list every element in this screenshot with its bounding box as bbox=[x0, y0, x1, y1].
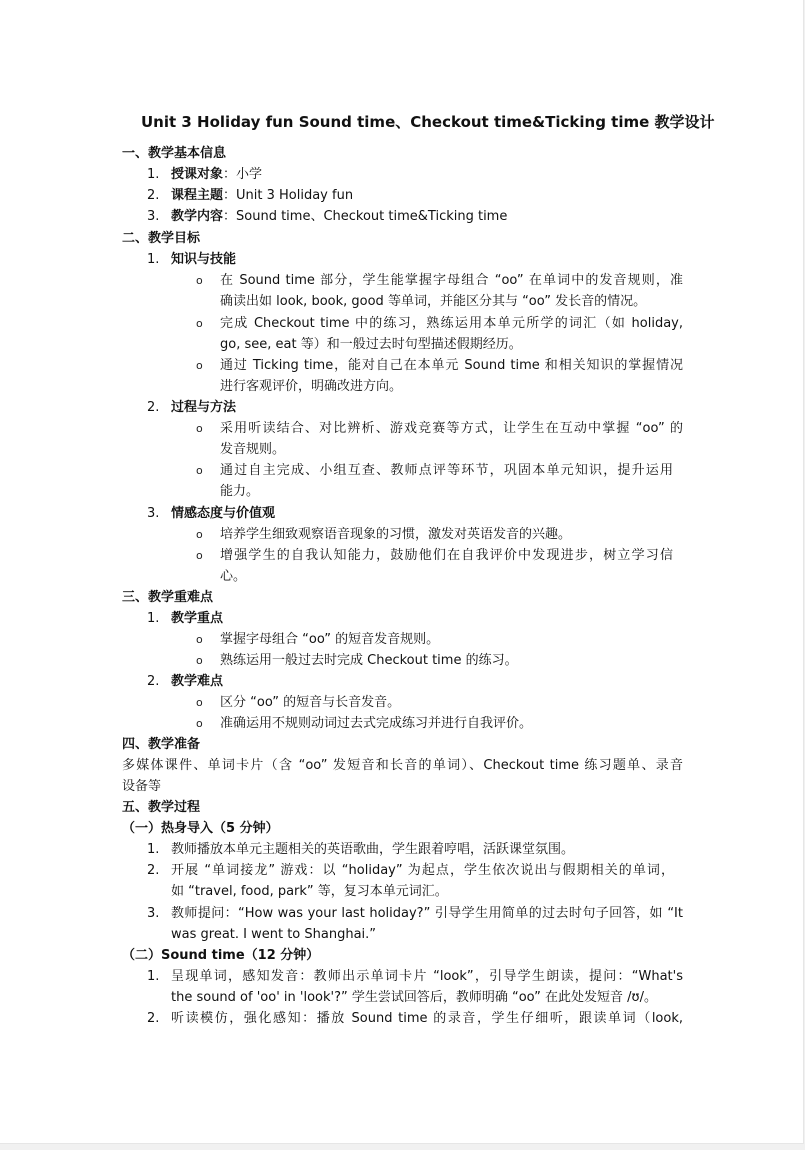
bullet-marker: o bbox=[196, 633, 203, 646]
section-heading: 二、教学目标 bbox=[122, 231, 201, 246]
list-number: 1. bbox=[147, 842, 160, 857]
list-number: 2. bbox=[147, 1011, 160, 1026]
subsection-heading: 情感态度与价值观 bbox=[171, 506, 276, 521]
list-item bbox=[171, 164, 262, 185]
bullet-text: 在 Sound time 部分，学生能掌握字母组合 “oo” 在单词中的发音规则，准 bbox=[220, 273, 683, 288]
step-text: was great. I went to Shanghai.” bbox=[171, 927, 377, 942]
list-number: 1. bbox=[147, 611, 160, 626]
item-label: 教学内容 bbox=[171, 209, 224, 224]
list-number: 3. bbox=[147, 506, 160, 521]
bullet-text: go, see, eat 等）和一般过去时句型描述假期经历。 bbox=[220, 337, 522, 352]
part-heading: （二）Sound time（12 分钟） bbox=[122, 948, 320, 963]
step-text: 如 “travel, food, park” 等，复习本单元词汇。 bbox=[171, 884, 448, 899]
section-heading: 一、教学基本信息 bbox=[122, 146, 227, 161]
section-heading: 四、教学准备 bbox=[122, 737, 201, 752]
bullet-text: 能力。 bbox=[220, 484, 260, 499]
list-number: 1. bbox=[147, 252, 160, 267]
bullet-text: 采用听读结合、对比辨析、游戏竞赛等方式，让学生在互动中掌握 “oo” 的 bbox=[220, 421, 683, 436]
bullet-marker: o bbox=[196, 359, 203, 372]
part-heading: （一）热身导入（5 分钟） bbox=[122, 821, 279, 836]
list-item bbox=[171, 206, 507, 227]
bullet-text: 进行客观评价，明确改进方向。 bbox=[220, 379, 403, 394]
bullet-text: 增强学生的自我认知能力，鼓励他们在自我评价中发现进步，树立学习信 bbox=[220, 548, 673, 563]
bullet-text: 心。 bbox=[220, 569, 247, 584]
bullet-marker: o bbox=[196, 696, 203, 709]
item-label: 授课对象 bbox=[171, 167, 224, 182]
bullet-marker: o bbox=[196, 274, 203, 287]
step-text: 开展 “单词接龙” 游戏：以 “holiday” 为起点，学生依次说出与假期相关的单词， bbox=[171, 863, 674, 878]
item-value: ：Sound time、Checkout time&Ticking time bbox=[223, 209, 508, 224]
item-value: ：Unit 3 Holiday fun bbox=[223, 188, 354, 203]
bullet-marker: o bbox=[196, 317, 203, 330]
bullet-marker: o bbox=[196, 528, 203, 541]
document-title: Unit 3 Holiday fun Sound time、Checkout time&Ticking time 教学设计 bbox=[141, 113, 715, 131]
bullet-text: 确读出如 look, book, good 等单词，并能区分其与 “oo” 发长音的情况。 bbox=[220, 294, 647, 309]
bullet-text: 准确运用不规则动词过去式完成练习并进行自我评价。 bbox=[220, 716, 533, 731]
list-number: 1. bbox=[147, 969, 160, 984]
list-number: 2. bbox=[147, 400, 160, 415]
item-label: 课程主题 bbox=[171, 188, 224, 203]
list-number: 1. bbox=[147, 167, 160, 182]
list-number: 3. bbox=[147, 209, 160, 224]
step-text: 听读模仿，强化感知：播放 Sound time 的录音，学生仔细听，跟读单词（look, bbox=[171, 1011, 683, 1026]
section-heading: 五、教学过程 bbox=[122, 800, 201, 815]
bullet-text: 培养学生细致观察语音现象的习惯，激发对英语发音的兴趣。 bbox=[220, 527, 572, 542]
paragraph: 多媒体课件、单词卡片（含 “oo” 发短音和长音的单词）、Checkout time 练习题单、录音 bbox=[122, 758, 683, 773]
list-number: 2. bbox=[147, 188, 160, 203]
step-text: 教师播放本单元主题相关的英语歌曲，学生跟着哼唱，活跃课堂氛围。 bbox=[171, 842, 575, 857]
list-number: 3. bbox=[147, 906, 160, 921]
step-text: the sound of 'oo' in 'look'?” 学生尝试回答后，教师明确 “oo” 在此处发短音 /ʊ/。 bbox=[171, 990, 657, 1005]
bullet-text: 掌握字母组合 “oo” 的短音发音规则。 bbox=[220, 632, 440, 647]
bullet-text: 完成 Checkout time 中的练习，熟练运用本单元所学的词汇（如 holiday, bbox=[220, 316, 683, 331]
list-item bbox=[171, 185, 353, 206]
subsection-heading: 教学难点 bbox=[171, 674, 224, 689]
item-value: ：小学 bbox=[223, 167, 263, 182]
bullet-text: 发音规则。 bbox=[220, 442, 286, 457]
bullet-marker: o bbox=[196, 549, 203, 562]
bullet-text: 熟练运用一般过去时完成 Checkout time 的练习。 bbox=[220, 653, 518, 668]
list-number: 2. bbox=[147, 863, 160, 878]
list-number: 2. bbox=[147, 674, 160, 689]
bullet-marker: o bbox=[196, 464, 203, 477]
section-heading: 三、教学重难点 bbox=[122, 590, 214, 605]
bullet-text: 区分 “oo” 的短音与长音发音。 bbox=[220, 695, 401, 710]
subsection-heading: 过程与方法 bbox=[171, 400, 237, 415]
bullet-text: 通过自主完成、小组互查、教师点评等环节，巩固本单元知识，提升运用 bbox=[220, 463, 673, 478]
step-text: 教师提问：“How was your last holiday?” 引导学生用简单的过去时句子回答，如 “It bbox=[171, 906, 683, 921]
bullet-marker: o bbox=[196, 654, 203, 667]
bullet-marker: o bbox=[196, 422, 203, 435]
bullet-text: 通过 Ticking time，能对自己在本单元 Sound time 和相关知识的掌握情况 bbox=[220, 358, 683, 373]
bullet-marker: o bbox=[196, 717, 203, 730]
step-text: 呈现单词，感知发音：教师出示单词卡片 “look”，引导学生朗读，提问：“What's bbox=[171, 969, 683, 984]
subsection-heading: 教学重点 bbox=[171, 611, 224, 626]
subsection-heading: 知识与技能 bbox=[171, 252, 237, 267]
paragraph: 设备等 bbox=[122, 779, 162, 794]
